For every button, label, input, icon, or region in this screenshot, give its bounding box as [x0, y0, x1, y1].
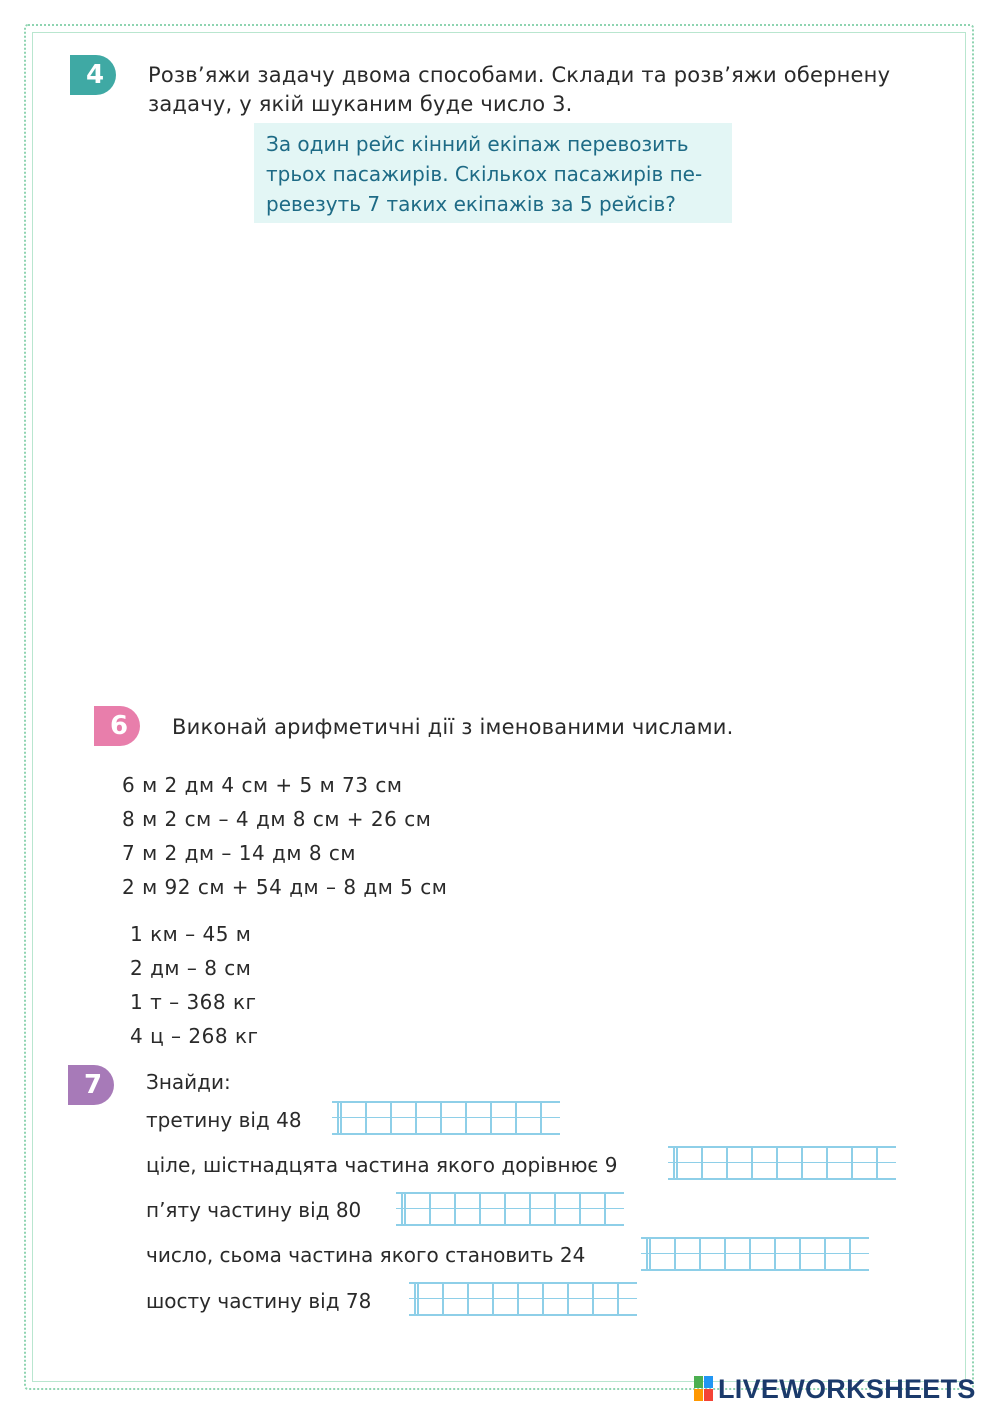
- task-4-number: 4: [85, 60, 105, 90]
- answer-grid-5[interactable]: [409, 1282, 637, 1316]
- task-6-title: Виконай арифметичні дії з іменованими числами.: [172, 715, 734, 739]
- answer-grid-1[interactable]: [332, 1101, 560, 1135]
- liveworksheets-logo[interactable]: [694, 1374, 976, 1404]
- task-7-title: Знайди:: [146, 1070, 231, 1094]
- problem-line2: трьох пасажирів. Скількох пасажирів пе-: [266, 162, 703, 186]
- logo-square-v: [694, 1389, 703, 1401]
- expression-5: 1 км – 45 м: [130, 922, 252, 946]
- liveworksheets-icon: [694, 1376, 714, 1402]
- task-4-instruction-line2: задачу, у якій шуканим буде число 3.: [148, 92, 573, 116]
- expression-1: 6 м 2 дм 4 см + 5 м 73 см: [122, 773, 403, 797]
- answer-grid-2[interactable]: [668, 1146, 896, 1180]
- find-item-5: шосту частину від 78: [146, 1289, 372, 1313]
- task-4-badge: [70, 55, 116, 95]
- logo-square-e: [704, 1389, 713, 1401]
- liveworksheets-logo-text: LIVEWORKSHEETS: [718, 1373, 976, 1404]
- answer-grid-4[interactable]: [641, 1237, 869, 1271]
- task-4-problem-box: [254, 123, 732, 223]
- find-item-2: ціле, шістнадцята частина якого дорівнює 9: [146, 1153, 618, 1177]
- expression-2: 8 м 2 см – 4 дм 8 см + 26 см: [122, 807, 432, 831]
- find-item-1: третину від 48: [146, 1108, 302, 1132]
- problem-line1: За один рейс кінний екіпаж перевозить: [266, 132, 689, 156]
- logo-square-l: [694, 1376, 703, 1388]
- answer-grid-3[interactable]: [396, 1192, 624, 1226]
- find-item-4: число, сьома частина якого становить 24: [146, 1243, 586, 1267]
- task-6-number: 6: [109, 711, 129, 741]
- task-4-instruction-line1: Розв’яжи задачу двома способами. Склади та розв’яжи обернену: [148, 63, 891, 87]
- expression-3: 7 м 2 дм – 14 дм 8 см: [122, 841, 356, 865]
- logo-square-i: [704, 1376, 713, 1388]
- expression-6: 2 дм – 8 см: [130, 956, 252, 980]
- task-7-number: 7: [83, 1070, 103, 1100]
- expression-4: 2 м 92 см + 54 дм – 8 дм 5 см: [122, 875, 448, 899]
- task-7-badge: [68, 1065, 114, 1105]
- expression-8: 4 ц – 268 кг: [130, 1024, 259, 1048]
- find-item-3: п’яту частину від 80: [146, 1198, 362, 1222]
- expression-7: 1 т – 368 кг: [130, 990, 257, 1014]
- problem-line3: ревезуть 7 таких екіпажів за 5 рейсів?: [266, 192, 676, 216]
- task-6-badge: [94, 706, 140, 746]
